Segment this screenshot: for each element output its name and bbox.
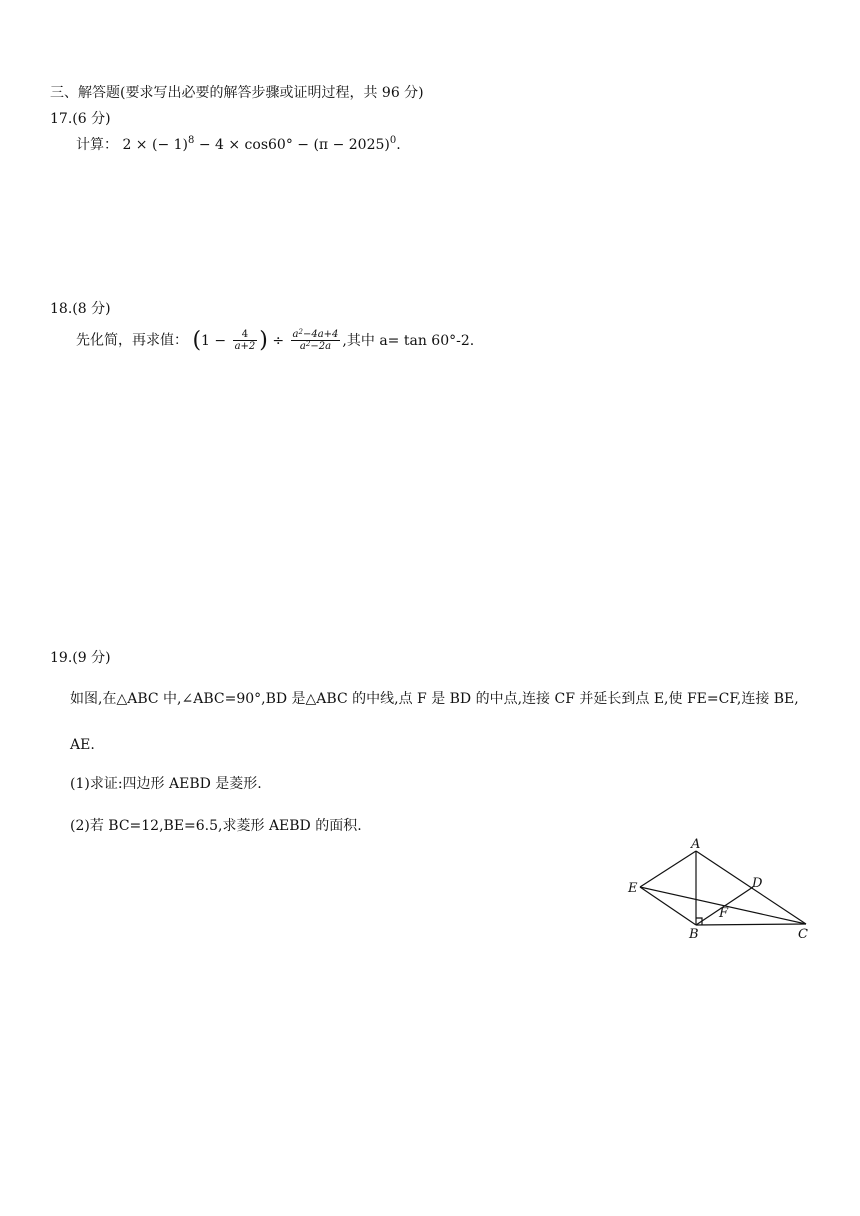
- q19-text-line1: 如图,在△ABC 中,∠ABC=90°,BD 是△ABC 的中线,点 F 是 BD 的中点,连接 CF 并延长到点 E,使 FE=CF,连接 BE,: [70, 691, 799, 707]
- segment-ac: [696, 851, 806, 924]
- q17-math: 2 × (− $1)^8 - 4 \times \cos 60^\circ - (\pi - 2025)^0$.: [122, 135, 401, 153]
- q18-prompt: 先化简，再求值：: [76, 332, 188, 349]
- q17-expression: [76, 136, 401, 154]
- section-title: 三、解答题(要求写出必要的解答步骤或证明过程，共 96 分): [50, 85, 424, 101]
- q19-part2: (2)若 BC=12,BE=6.5,求菱形 AEBD 的面积.: [70, 818, 362, 834]
- q17-header: 17.(6 分): [50, 111, 111, 127]
- label-c: C: [798, 927, 808, 942]
- q19-part1: (1)求证:四边形 AEBD 是菱形.: [70, 776, 262, 792]
- geometry-figure: [622, 832, 822, 947]
- label-d: D: [752, 876, 763, 891]
- q18-fraction-1: $\frac{4}{a+2}$: [234, 329, 256, 352]
- segment-ea: [640, 851, 696, 887]
- label-e: E: [628, 881, 638, 896]
- label-b: B: [689, 927, 699, 942]
- q18-header: 18.(8 分): [50, 301, 111, 317]
- q19-header: 19.(9 分): [50, 650, 111, 666]
- q18-math: (1 − $\frac{4}{a+2}$ ) ÷ $\frac{a^2-4a+4}{a^2-2a}$ ,其中 a= tan 60°-2.: [192, 327, 475, 353]
- q17-prompt: 计算：: [76, 137, 118, 153]
- q18-fraction-2: $\frac{a^2-4a+4}{a^2-2a}$: [292, 328, 339, 352]
- segment-bc: [696, 924, 806, 925]
- label-f: F: [719, 906, 729, 921]
- q19-text-line2: AE.: [70, 737, 95, 753]
- q18-expression: [76, 329, 474, 352]
- label-a: A: [691, 837, 701, 852]
